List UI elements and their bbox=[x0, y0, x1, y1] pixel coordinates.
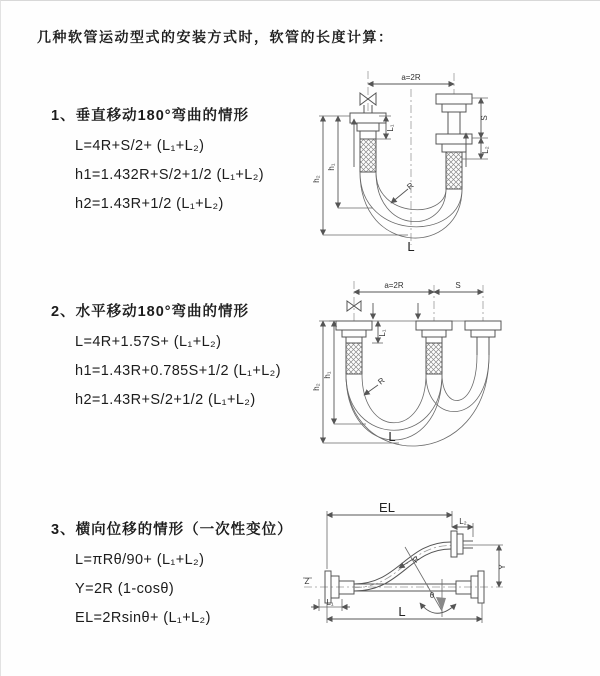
dim-label-h1: h₁ bbox=[327, 163, 336, 171]
dim-label-a2r: a=2R bbox=[384, 281, 404, 290]
formula-line: h2=1.43R+S/2+1/2 (L₁+L₂) bbox=[75, 392, 256, 408]
dim-label-l2: L₂ bbox=[481, 146, 490, 154]
centerline-mark: Z bbox=[304, 577, 310, 586]
formula-line: EL=2Rsinθ+ (L₁+L₂) bbox=[75, 610, 211, 626]
braided-hose-left bbox=[346, 343, 362, 374]
dim-label-s: S bbox=[480, 115, 489, 121]
dim-label-l1: L₁ bbox=[378, 329, 387, 337]
dim-label-l: L bbox=[398, 604, 406, 619]
dim-label-el: EL bbox=[379, 501, 395, 515]
dim-label-s: S bbox=[455, 281, 461, 290]
diagram-lateral-displacement bbox=[299, 501, 599, 656]
dim-label-r: R bbox=[405, 180, 416, 192]
diagram-horizontal-180-bend bbox=[311, 277, 600, 457]
dim-label-l1: L₁ bbox=[326, 598, 334, 607]
dim-label-l2: L₂ bbox=[459, 517, 467, 526]
document-title: 几种软管运动型式的安装方式时，软管的长度计算： bbox=[37, 29, 394, 45]
section-2-heading: 2、水平移动180°弯曲的情形 bbox=[51, 304, 250, 320]
formula-line: L=4R+1.57S+ (L₁+L₂) bbox=[75, 334, 222, 350]
dim-label-h2: h₂ bbox=[312, 175, 321, 183]
braided-hose-middle bbox=[426, 343, 442, 374]
section-2 bbox=[51, 300, 351, 408]
formula-line: L=πRθ/90+ (L₁+L₂) bbox=[75, 552, 205, 568]
dim-label-r: R bbox=[410, 554, 422, 565]
dim-label-theta: θ bbox=[429, 591, 435, 600]
section-1 bbox=[51, 104, 351, 212]
formula-line: Y=2R (1-cosθ) bbox=[75, 581, 175, 597]
dim-label-l1: L₁ bbox=[386, 124, 395, 132]
braided-hose-right bbox=[446, 152, 462, 189]
section-3-heading: 3、横向位移的情形（一次性变位） bbox=[51, 522, 293, 538]
dim-label-l: L bbox=[407, 239, 415, 254]
diagram-vertical-180-bend bbox=[311, 67, 600, 267]
dim-label-a2r: a=2R bbox=[401, 73, 421, 82]
dim-label-h2: h₂ bbox=[312, 383, 321, 391]
formula-line: h1=1.43R+0.785S+1/2 (L₁+L₂) bbox=[75, 363, 281, 379]
section-1-heading: 1、垂直移动180°弯曲的情形 bbox=[51, 108, 250, 124]
formula-line: L=4R+S/2+ (L₁+L₂) bbox=[75, 138, 205, 154]
dim-label-y: Y bbox=[498, 564, 507, 570]
formula-line: h1=1.432R+S/2+1/2 (L₁+L₂) bbox=[75, 167, 265, 183]
formula-line: h2=1.43R+1/2 (L₁+L₂) bbox=[75, 196, 224, 212]
dim-label-r: R bbox=[376, 375, 387, 387]
braided-hose-left bbox=[360, 139, 376, 172]
dim-label-l: L bbox=[388, 429, 396, 444]
dim-label-h1: h₁ bbox=[323, 371, 332, 379]
